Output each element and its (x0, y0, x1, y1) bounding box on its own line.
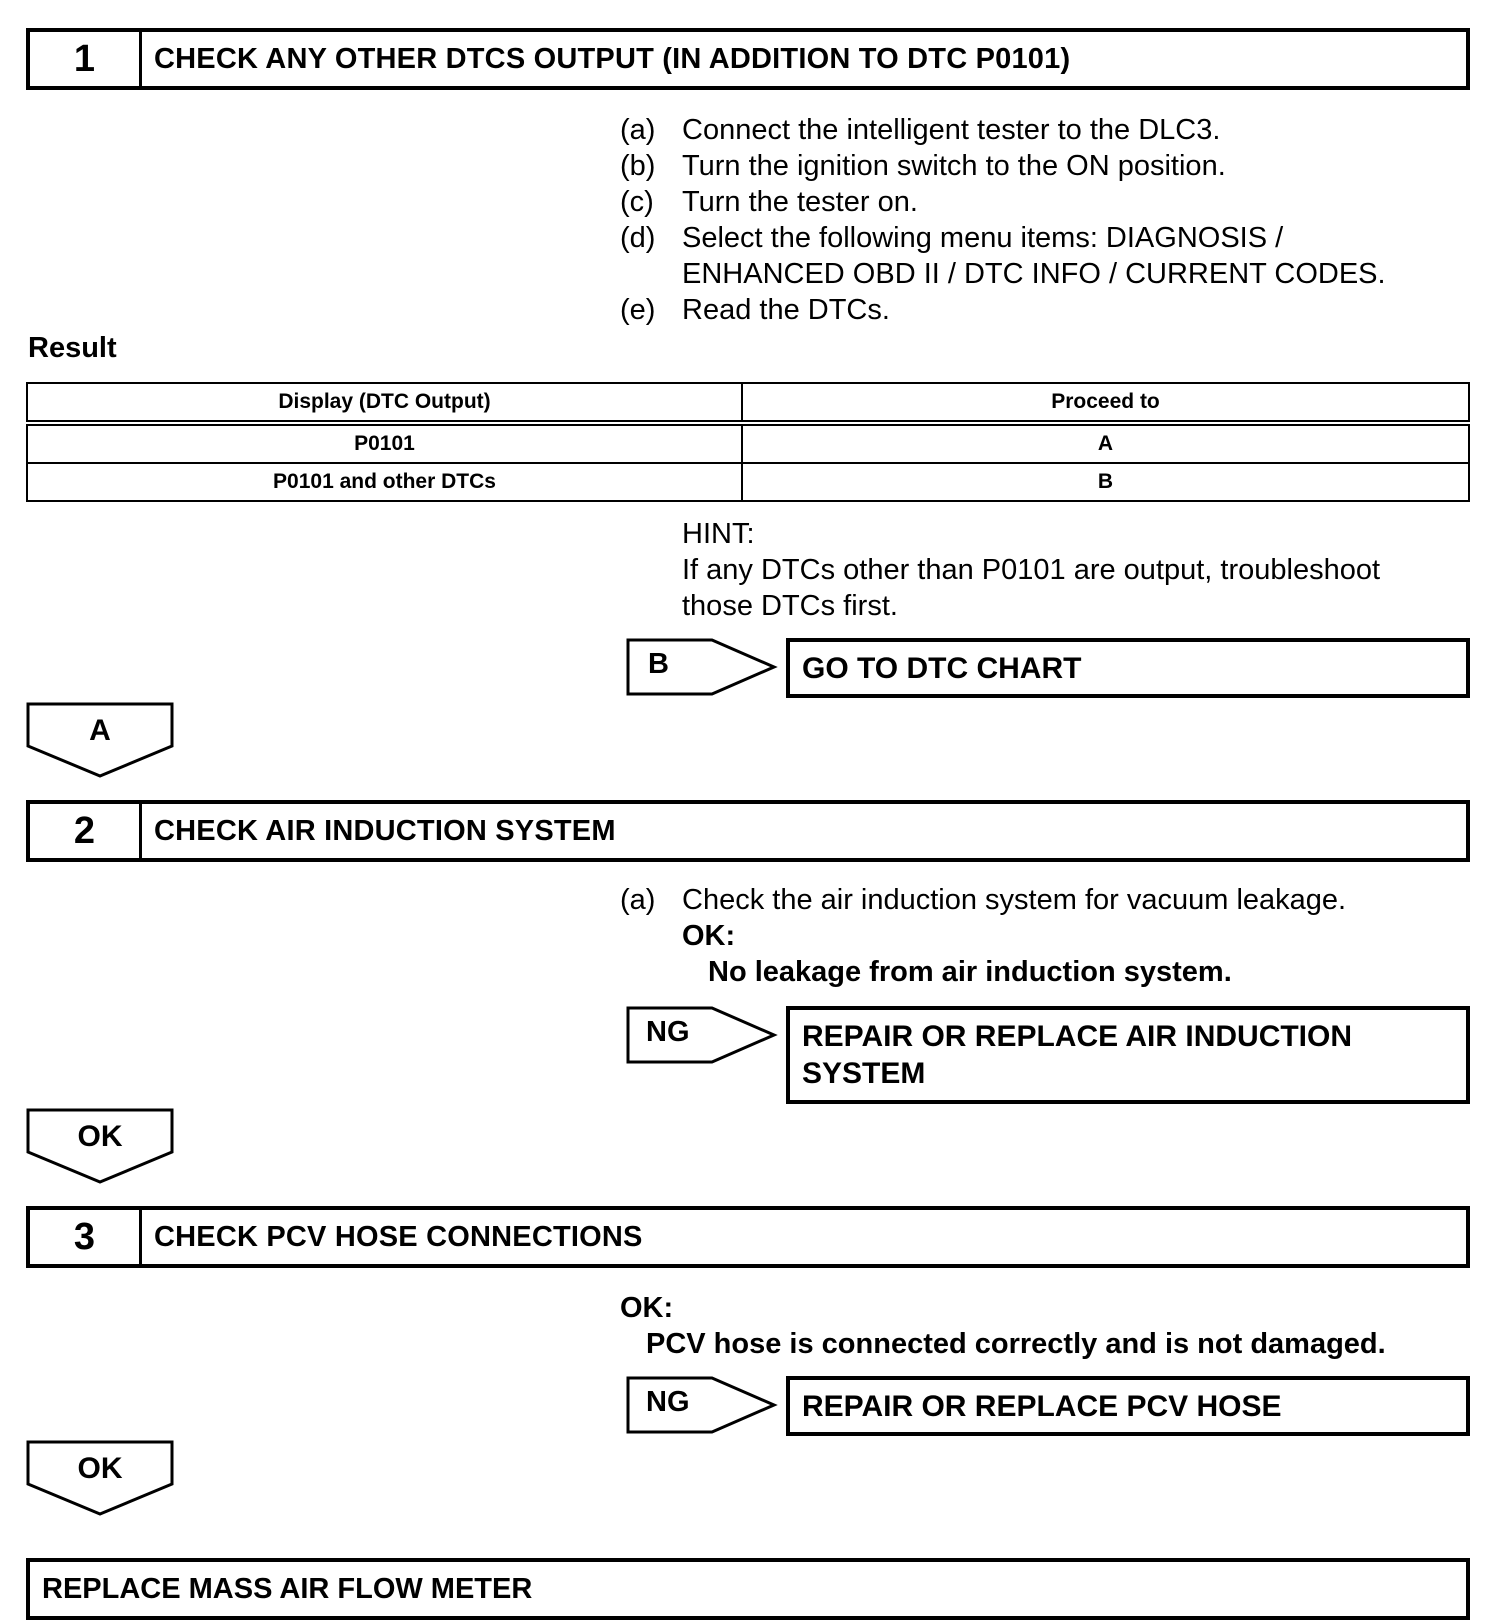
ok-label: OK: (620, 1292, 674, 1324)
destination-line: REPAIR OR REPLACE AIR INDUCTION (802, 1020, 1353, 1053)
ok-label: OK: (682, 920, 736, 952)
down-arrow-label: OK (77, 1452, 123, 1485)
branch-destination (786, 1006, 1470, 1104)
item-text: Connect the intelligent tester to the DLC3. (682, 114, 1221, 146)
branch-destination: REPAIR OR REPLACE PCV HOSE (786, 1376, 1470, 1436)
table-cell: P0101 and other DTCs (27, 463, 742, 501)
table-header: Proceed to (742, 383, 1469, 423)
item-label: (a) (620, 884, 656, 916)
step-2-header (26, 800, 1470, 862)
down-arrow-label: A (89, 714, 111, 747)
item-text: Read the DTCs. (682, 294, 890, 326)
result-table (26, 382, 1470, 502)
item-text: Turn the ignition switch to the ON position. (682, 150, 1226, 182)
table-row (27, 423, 1469, 463)
item-text: Select the following menu items: DIAGNOSIS / (682, 222, 1284, 254)
step-1-header (26, 28, 1470, 90)
step-number: 1 (30, 32, 142, 86)
hint-text: those DTCs first. (682, 590, 898, 622)
destination-line: SYSTEM (802, 1057, 926, 1090)
item-label: (e) (620, 294, 656, 326)
step-title: CHECK ANY OTHER DTCS OUTPUT (IN ADDITION TO DTC P0101) (154, 42, 1071, 75)
hint-text: If any DTCs other than P0101 are output, troubleshoot (682, 554, 1381, 586)
item-text: Check the air induction system for vacuum leakage. (682, 884, 1347, 916)
step-title: CHECK AIR INDUCTION SYSTEM (154, 814, 616, 847)
ok-criteria: PCV hose is connected correctly and is not damaged. (646, 1328, 1386, 1360)
table-header-row (27, 383, 1469, 423)
step-number: 2 (30, 804, 142, 858)
item-text: ENHANCED OBD II / DTC INFO / CURRENT CODES. (682, 258, 1386, 290)
down-arrow-label: OK (77, 1120, 123, 1153)
step-title: CHECK PCV HOSE CONNECTIONS (154, 1220, 643, 1253)
table-cell: B (742, 463, 1469, 501)
table-cell: P0101 (27, 423, 742, 463)
step-3-header (26, 1206, 1470, 1268)
result-label: Result (28, 332, 117, 364)
ok-criteria: No leakage from air induction system. (708, 956, 1232, 988)
branch-label: B (648, 648, 669, 680)
table-row (27, 463, 1469, 501)
item-text: Turn the tester on. (682, 186, 918, 218)
item-label: (d) (620, 222, 656, 254)
item-label: (c) (620, 186, 654, 218)
hint-label: HINT: (682, 518, 755, 550)
step-number: 3 (30, 1210, 142, 1264)
final-action-box: REPLACE MASS AIR FLOW METER (26, 1558, 1470, 1620)
branch-label: NG (646, 1386, 690, 1418)
branch-label: NG (646, 1016, 690, 1048)
item-label: (a) (620, 114, 656, 146)
item-label: (b) (620, 150, 656, 182)
table-header: Display (DTC Output) (27, 383, 742, 423)
table-cell: A (742, 423, 1469, 463)
branch-destination: GO TO DTC CHART (786, 638, 1470, 698)
